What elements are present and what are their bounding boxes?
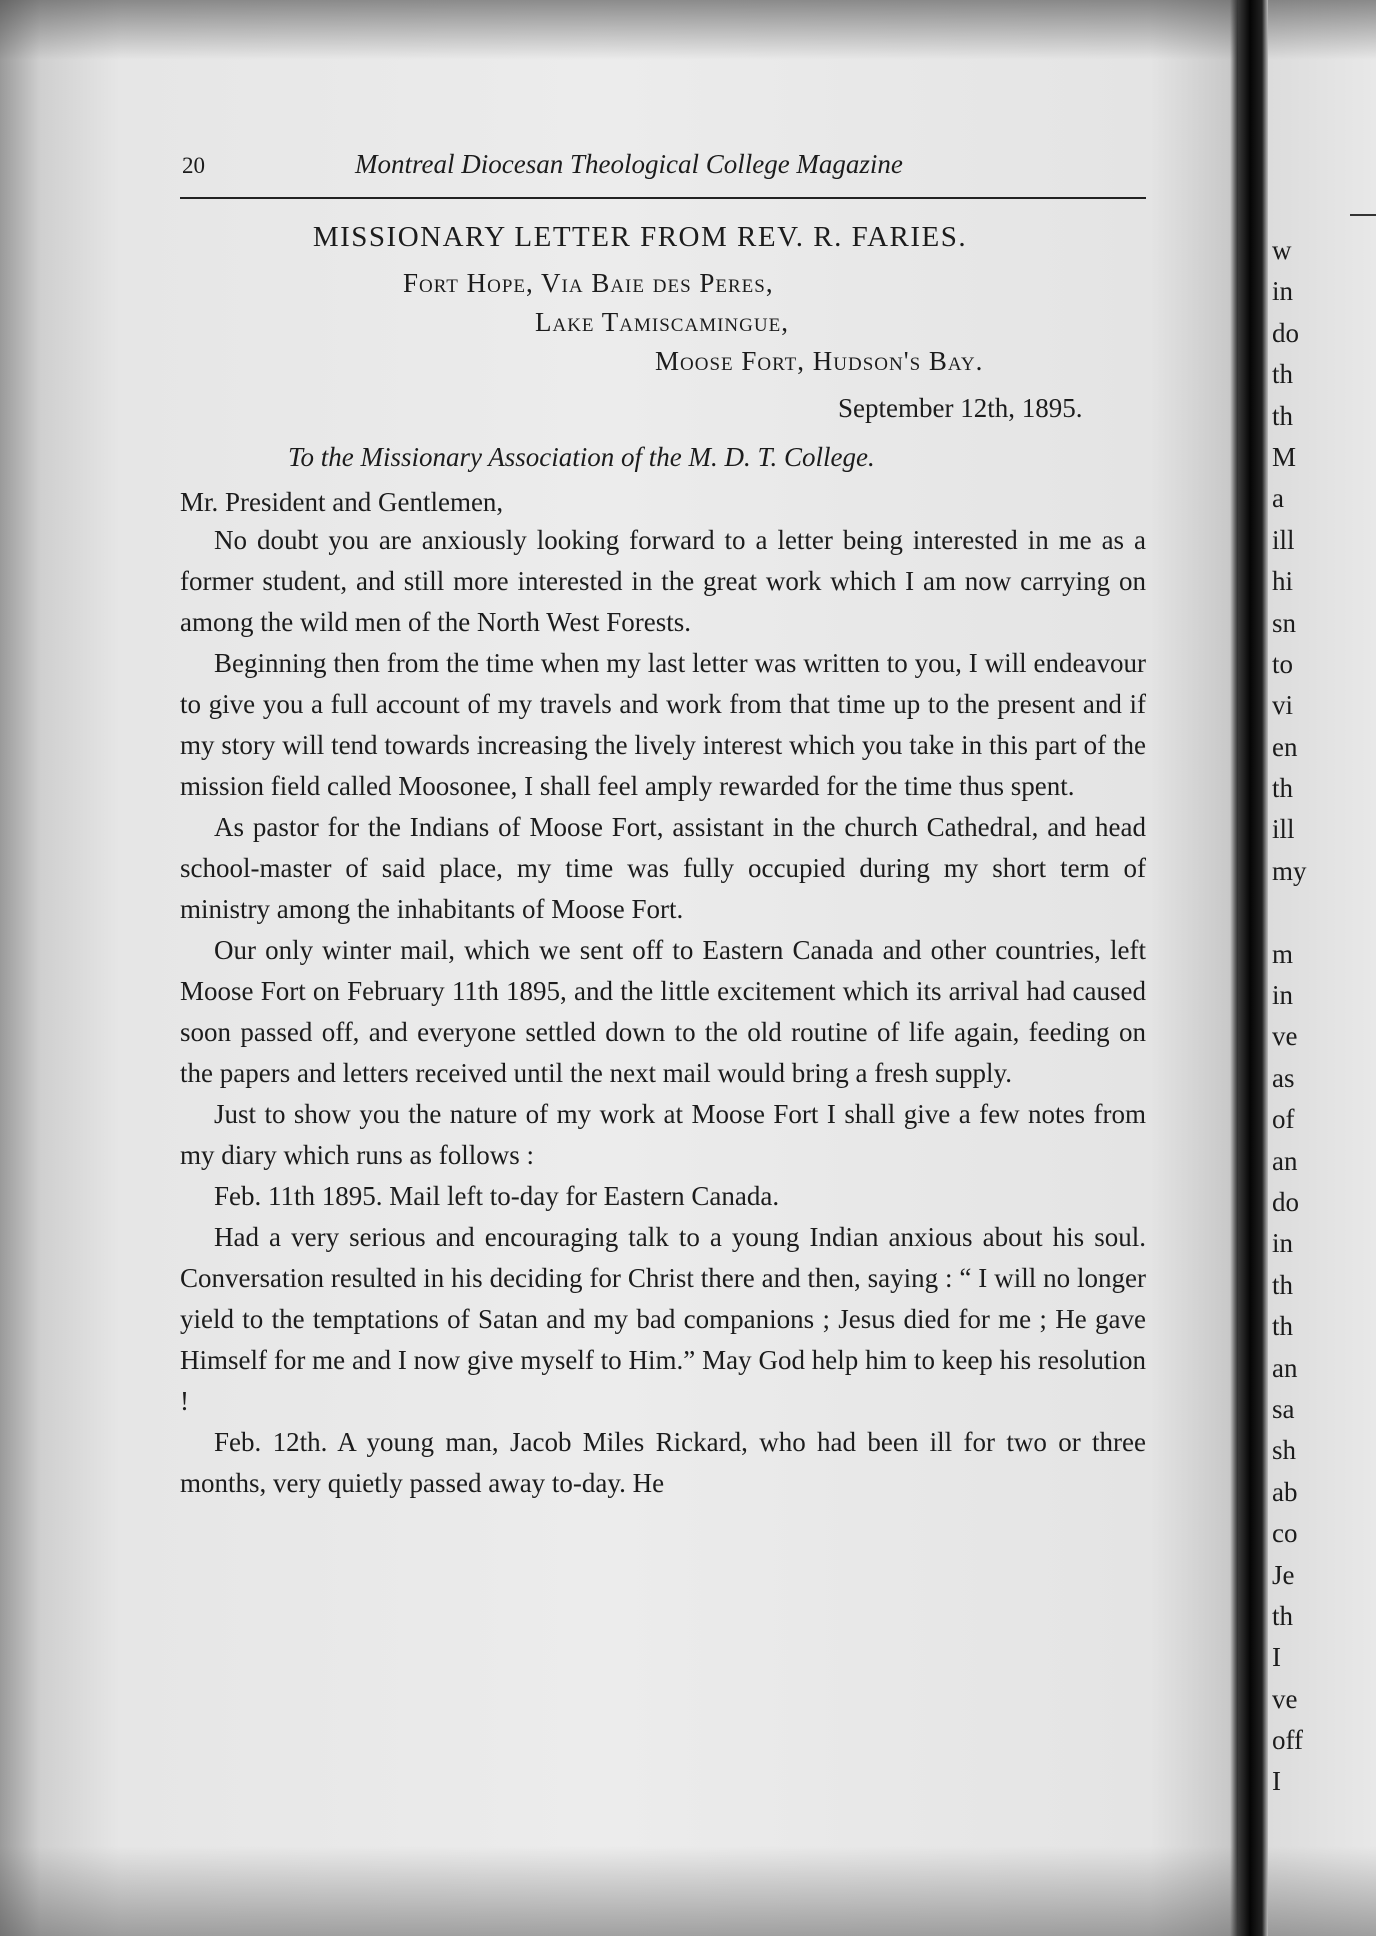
- facing-page-fragment: ill: [1272, 814, 1295, 845]
- facing-page-fragment: to: [1272, 648, 1294, 679]
- facing-page-fragment: M: [1272, 441, 1297, 472]
- facing-page-fragment: hi: [1272, 566, 1294, 597]
- bottom-shadow: [0, 1846, 1376, 1936]
- page-number: 20: [182, 153, 205, 178]
- paragraph: Had a very serious and encouraging talk to a young Indian anxious about his soul. Conversation resulted in his deciding for Christ there and then, saying : “ I will no longer yield to the temptations of Satan and my bad companions ; Jesus died for me ; He gave Himself for me and I now give myself to Him.” May God help him to keep his resolution !: [180, 1222, 1146, 1416]
- facing-page-fragment: [1272, 892, 1376, 933]
- book-gutter: [1238, 0, 1268, 1936]
- facing-page-fragment: th: [1272, 400, 1294, 431]
- facing-page-fragment: th: [1272, 1311, 1294, 1342]
- facing-page-fragment: th: [1272, 359, 1294, 390]
- facing-page-fragment: w: [1272, 235, 1292, 265]
- facing-page-fragment: th: [1272, 1600, 1294, 1631]
- facing-page-edge-text: [1272, 230, 1376, 1803]
- article-headline: MISSIONARY LETTER FROM REV. R. FARIES.: [312, 221, 968, 253]
- letter-date: September 12th, 1895.: [838, 393, 1083, 423]
- facing-page-fragment: th: [1272, 1269, 1294, 1300]
- facing-page-rule: [1350, 214, 1376, 216]
- facing-page-fragment: vi: [1272, 690, 1294, 721]
- paragraph: Just to show you the nature of my work at Moose Fort I shall give a few notes from my diary which runs as follows :: [180, 1099, 1146, 1170]
- facing-page-fragment: sn: [1272, 607, 1297, 638]
- top-shadow: [0, 0, 1376, 60]
- facing-page-fragment: do: [1272, 317, 1299, 348]
- facing-page-fragment: th: [1272, 773, 1294, 804]
- facing-page-fragment: in: [1272, 276, 1294, 307]
- facing-page-fragment: as: [1272, 1062, 1295, 1093]
- paragraph: As pastor for the Indians of Moose Fort, assistant in the church Cathedral, and head school-master of said place, my time was fully occupied during my short term of ministry among the inhabitants of Moose Fort.: [180, 812, 1146, 924]
- facing-page-fragment: do: [1272, 1186, 1299, 1217]
- paragraph: Beginning then from the time when my last letter was written to you, I will endeavour to give you a full account of my travels and work from that time up to the present and if my story will tend towards increasing the lively interest which you take in this part of the mission field called Moosonee, I shall feel amply rewarded for the time thus spent.: [180, 648, 1146, 801]
- facing-page-fragment: I: [1272, 1642, 1281, 1673]
- facing-page-fragment: co: [1272, 1518, 1298, 1549]
- diary-entry: Feb. 11th 1895. Mail left to-day for Eastern Canada.: [214, 1181, 780, 1211]
- running-head: [180, 145, 1156, 185]
- header-rule: [180, 197, 1146, 199]
- greeting: Mr. President and Gentlemen,: [180, 487, 504, 517]
- facing-page-fragment: in: [1272, 980, 1294, 1011]
- facing-page-fragment: ve: [1272, 1021, 1298, 1052]
- facing-page-fragment: ill: [1272, 524, 1295, 555]
- address-line-2: Lake Tamiscamingue,: [535, 307, 789, 337]
- letter-body: [180, 520, 1146, 1504]
- facing-page-fragment: sa: [1272, 1393, 1295, 1424]
- facing-page-fragment: a: [1272, 483, 1284, 514]
- document-page: [180, 145, 1156, 1504]
- paragraph: No doubt you are anxiously looking forward to a letter being interested in me as a former student, and still more interested in the great work which I am now carrying on among the wild men of the North West Forests.: [180, 525, 1146, 637]
- facing-page-fragment: my: [1272, 855, 1307, 886]
- facing-page-fragment: an: [1272, 1145, 1298, 1176]
- facing-page-fragment: in: [1272, 1228, 1294, 1259]
- facing-page-fragment: Je: [1272, 1559, 1295, 1590]
- journal-title: Montreal Diocesan Theological College Magazine: [355, 149, 903, 179]
- facing-page-fragment: en: [1272, 731, 1298, 762]
- diary-entry: Feb. 12th. A young man, Jacob Miles Rickard, who had been ill for two or three months, very quietly passed away to-day. He: [180, 1427, 1146, 1498]
- paragraph: Our only winter mail, which we sent off to Eastern Canada and other countries, left Moose Fort on February 11th 1895, and the little excitement which its arrival had caused soon passed off, and everyone settled down to the old routine of life again, feeding on the papers and letters received until the next mail would bring a fresh supply.: [180, 935, 1146, 1088]
- facing-page-fragment: sh: [1272, 1435, 1297, 1466]
- facing-page-fragment: of: [1272, 1104, 1295, 1135]
- facing-page-fragment: I: [1272, 1766, 1281, 1797]
- facing-page-fragment: m: [1272, 938, 1294, 969]
- facing-page-fragment: an: [1272, 1352, 1298, 1383]
- address-line-1: Fort Hope, Via Baie des Peres,: [403, 268, 774, 298]
- facing-page-fragment: ab: [1272, 1476, 1298, 1507]
- facing-page-fragment: ve: [1272, 1683, 1298, 1714]
- addressee: To the Missionary Association of the M. D. T. College.: [288, 442, 875, 472]
- facing-page-fragment: off: [1272, 1725, 1303, 1756]
- address-line-3: Moose Fort, Hudson's Bay.: [655, 346, 984, 376]
